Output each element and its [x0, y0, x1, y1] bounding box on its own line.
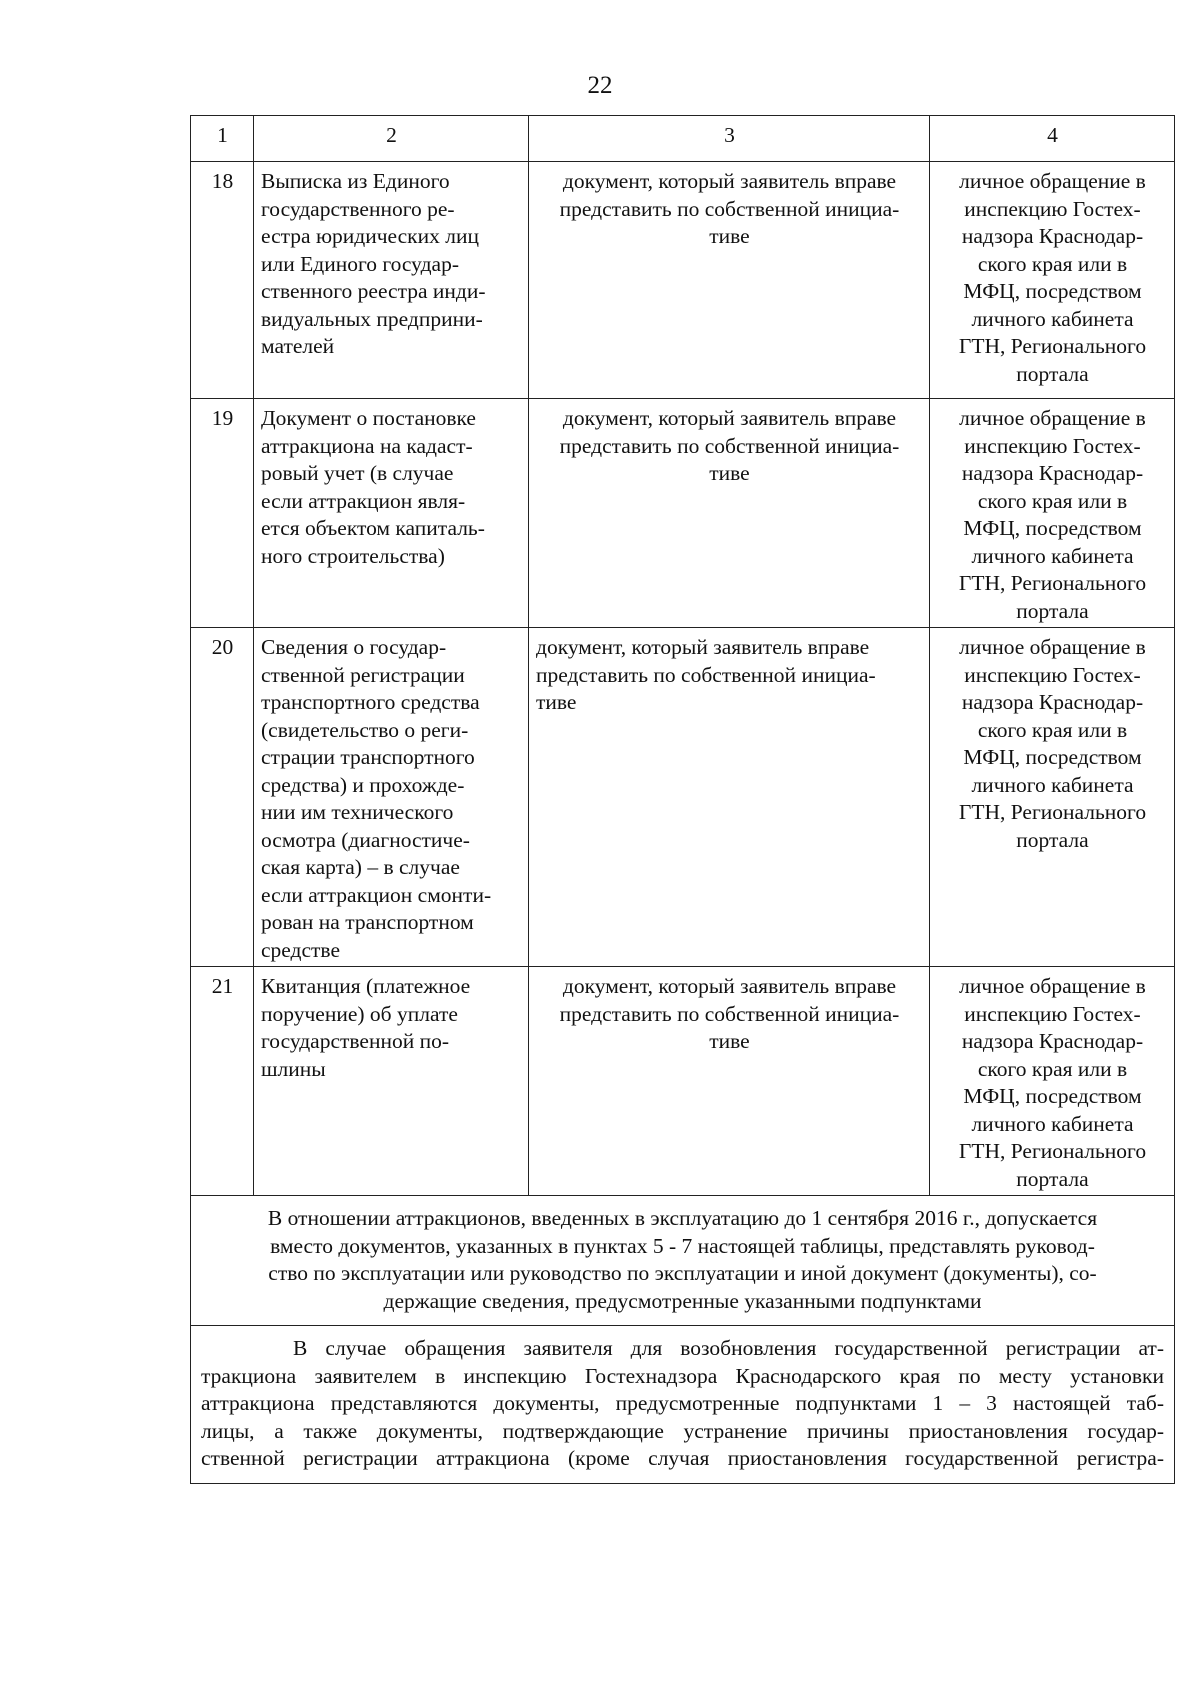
document-name-line: ровый учет (в случае: [261, 461, 454, 485]
column-header: 4: [930, 116, 1175, 162]
document-name-cell: [254, 399, 529, 628]
document-status-cell: [529, 162, 930, 399]
row-number: 18: [191, 162, 254, 399]
row-number: 19: [191, 399, 254, 628]
submission-method-line: личное обращение в: [959, 974, 1146, 998]
documents-table-body: [191, 116, 1175, 1484]
submission-method-line: личного кабинета: [971, 772, 1134, 797]
submission-method-line: личного кабинета: [971, 543, 1134, 568]
document-status-line: представить по собственной инициа-: [559, 433, 900, 458]
document-name-line: поручение) об уплате: [261, 1001, 458, 1026]
submission-method-line: инспекцию Гостех-: [964, 433, 1141, 458]
document-name-line: если аттракцион смонти-: [261, 882, 492, 907]
note-line: В отношении аттракционов, введенных в эксплуатацию до 1 сентября 2016 г., допускается: [267, 1206, 1098, 1230]
note-line: держащие сведения, предусмотренные указанными подпунктами: [383, 1288, 982, 1313]
document-name-line: средства) и прохожде-: [261, 772, 465, 797]
submission-method-line: личное обращение в: [959, 169, 1146, 193]
document-name-line: осмотра (диагностиче-: [261, 827, 470, 852]
submission-method-line: ского края или в: [977, 488, 1128, 513]
note-cell: [191, 1196, 1175, 1326]
document-name-line: мателей: [261, 334, 335, 358]
submission-method-line: портала: [1016, 598, 1089, 623]
table-row: [191, 162, 1175, 399]
renewal-line: лицы, а также документы, подтверждающие устранение причины приостановления государ-: [201, 1418, 1164, 1443]
submission-method-line: МФЦ, посредством: [963, 745, 1142, 769]
note-row: [191, 1196, 1175, 1326]
column-header: 2: [254, 116, 529, 162]
submission-method-line: ского края или в: [977, 251, 1128, 276]
document-name-line: государственной по-: [261, 1029, 450, 1053]
document-name-line: нии им технического: [261, 800, 454, 824]
submission-method-line: надзора Краснодар-: [961, 461, 1144, 485]
submission-method-cell: [930, 399, 1175, 628]
document-status-line: тиве: [709, 1029, 750, 1053]
document-name-cell: [254, 967, 529, 1196]
renewal-line: тракциона заявителем в инспекцию Гостехнадзора Краснодарского края по месту установки: [201, 1363, 1164, 1388]
submission-method-line: надзора Краснодар-: [961, 1029, 1144, 1053]
submission-method-line: ГТН, Регионального: [958, 1139, 1147, 1163]
document-status-line: представить по собственной инициа-: [559, 1001, 900, 1026]
documents-table: [190, 115, 1175, 1484]
submission-method-line: инспекцию Гостех-: [964, 1001, 1141, 1026]
document-name-line: или Единого государ-: [261, 251, 459, 276]
document-name-line: Сведения о государ-: [261, 635, 447, 659]
document-status-line: представить по собственной инициа-: [559, 196, 900, 221]
submission-method-cell: [930, 628, 1175, 967]
submission-method-line: надзора Краснодар-: [961, 690, 1144, 714]
document-name-line: если аттракцион явля-: [261, 488, 466, 513]
document-name-cell: [254, 162, 529, 399]
document-status-line: тиве: [709, 461, 750, 485]
submission-method-cell: [930, 162, 1175, 399]
document-status-line: тиве: [536, 690, 577, 714]
renewal-cell: [191, 1326, 1175, 1484]
submission-method-line: личного кабинета: [971, 306, 1134, 331]
document-status-line: документ, который заявитель вправе: [562, 974, 897, 998]
document-status-cell: [529, 399, 930, 628]
document-name-line: ется объектом капиталь-: [261, 516, 485, 540]
document-name-line: средстве: [261, 937, 340, 962]
document-status-cell: [529, 628, 930, 967]
document-name-line: видуальных предприни-: [261, 306, 483, 331]
submission-method-line: ГТН, Регионального: [958, 334, 1147, 358]
document-status-line: документ, который заявитель вправе: [536, 635, 870, 659]
submission-method-line: инспекцию Гостех-: [964, 196, 1141, 221]
document-name-line: государственного ре-: [261, 196, 455, 221]
submission-method-line: надзора Краснодар-: [961, 224, 1144, 248]
table-row: [191, 967, 1175, 1196]
renewal-line: ственной регистрации аттракциона (кроме случая приостановления государственной регистра-: [201, 1446, 1164, 1470]
column-number-header-row: [191, 116, 1175, 162]
column-header: 1: [191, 116, 254, 162]
document-name-line: аттракциона на кадаст-: [261, 433, 473, 458]
document-status-line: тиве: [709, 224, 750, 248]
document-status-line: документ, который заявитель вправе: [562, 406, 897, 430]
document-name-line: (свидетельство о реги-: [261, 717, 469, 742]
document-status-cell: [529, 967, 930, 1196]
submission-method-line: личного кабинета: [971, 1111, 1134, 1136]
document-name-line: Выписка из Единого: [261, 169, 450, 193]
document-name-cell: [254, 628, 529, 967]
row-number: 21: [191, 967, 254, 1196]
document-name-line: шлины: [261, 1056, 326, 1081]
submission-method-line: личное обращение в: [959, 635, 1146, 659]
document-name-line: ственной регистрации: [261, 662, 465, 687]
submission-method-line: МФЦ, посредством: [963, 1084, 1142, 1108]
submission-method-line: ского края или в: [977, 1056, 1128, 1081]
submission-method-line: ГТН, Регионального: [958, 571, 1147, 595]
table-row: [191, 628, 1175, 967]
submission-method-line: инспекцию Гостех-: [964, 662, 1141, 687]
column-header: 3: [529, 116, 930, 162]
submission-method-cell: [930, 967, 1175, 1196]
document-name-line: страции транспортного: [261, 745, 475, 769]
submission-method-line: портала: [1016, 1166, 1089, 1191]
submission-method-line: личное обращение в: [959, 406, 1146, 430]
row-number: 20: [191, 628, 254, 967]
document-name-line: Квитанция (платежное: [261, 974, 471, 998]
submission-method-line: МФЦ, посредством: [963, 279, 1142, 303]
submission-method-line: портала: [1016, 827, 1089, 852]
document-status-line: представить по собственной инициа-: [536, 662, 876, 687]
submission-method-line: ского края или в: [977, 717, 1128, 742]
document-name-line: рован на транспортном: [261, 910, 474, 934]
document-name-line: ственного реестра инди-: [261, 279, 486, 303]
note-line: вместо документов, указанных в пунктах 5 - 7 настоящей таблицы, представлять руковод-: [270, 1233, 1095, 1258]
submission-method-line: МФЦ, посредством: [963, 516, 1142, 540]
document-name-line: Документ о постановке: [261, 406, 476, 430]
renewal-line: В случае обращения заявителя для возобновления государственной регистрации ат-: [293, 1336, 1164, 1360]
submission-method-line: портала: [1016, 361, 1089, 386]
document-name-line: естра юридических лиц: [261, 224, 479, 248]
document-status-line: документ, который заявитель вправе: [562, 169, 897, 193]
document-name-line: транспортного средства: [261, 690, 480, 714]
page-number: 22: [587, 72, 613, 99]
submission-method-line: ГТН, Регионального: [958, 800, 1147, 824]
renewal-row: [191, 1326, 1175, 1484]
document-name-line: ного строительства): [261, 543, 445, 568]
table-row: [191, 399, 1175, 628]
note-line: ство по эксплуатации или руководство по эксплуатации и иной документ (документы), со-: [268, 1261, 1097, 1285]
renewal-line: аттракциона представляются документы, предусмотренные подпунктами 1 – 3 настоящей таб-: [201, 1391, 1164, 1415]
document-name-line: ская карта) – в случае: [261, 855, 460, 879]
